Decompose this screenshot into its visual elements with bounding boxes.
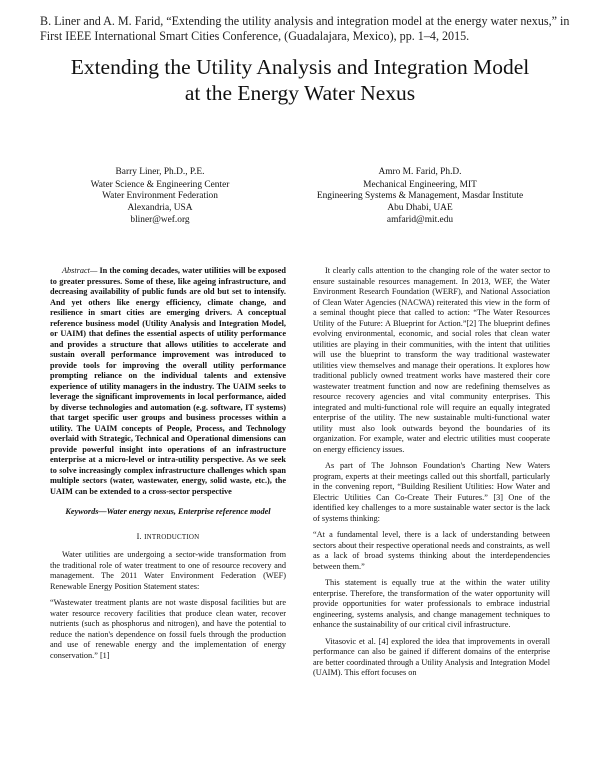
citation-header: B. Liner and A. M. Farid, “Extending the utility analysis and integration model at the energy water nexus,” in First IEEE International Smart Cities Conference, (Guadalajara, Mexico), pp. 1–4, 2015. [40, 14, 570, 43]
section-heading-introduction [50, 532, 286, 543]
author-block-2 [290, 167, 550, 227]
body-quote: “At a fundamental level, there is a lack of understanding between sectors about their respective operational needs and constraints, as well as a lack of broad systems thinking about the interdependencies between them.” [313, 530, 550, 571]
author-email: bliner@wef.org [130, 214, 190, 225]
title-line-2: at the Energy Water Nexus [184, 81, 416, 105]
body-paragraph-4: Vitasovic et al. [4] explored the idea that improvements in overall performance can also be gained if different domains of the enterprise are better coordinated through a Utility Analysis and Integration Model (UAIM). This effort focuses on [313, 636, 550, 677]
author-org: Engineering Systems & Management, Masdar Institute [316, 191, 524, 202]
left-column [50, 266, 286, 667]
author-block-1 [60, 167, 260, 227]
abstract-label: Abstract— [62, 266, 98, 275]
section-number: I. [136, 531, 145, 541]
author-dept: Mechanical Engineering, MIT [363, 179, 477, 190]
keywords: Keywords—Water energy nexus, Enterprise reference model [65, 507, 271, 516]
intro-paragraph-1: Water utilities are undergoing a sector-wide transformation from the traditional role of water treatment to one of resource recovery and management. The 2011 Water Environment Federation (WEF) Renewable Energy Position Statement states: [50, 550, 286, 591]
author-email: amfarid@mit.edu [386, 214, 454, 225]
paper-title [20, 54, 580, 106]
author-dept: Water Science & Engineering Center [90, 179, 230, 190]
abstract-text: In the coming decades, water utilities will be exposed to greater pressures. Some of these, like ageing infrastructure, and decreasing availability of public funds are old but set to intensify. And yet others like energy efficiency, climate change, and resilience in smart cities are emerging drivers. A conceptual reference business model (Utility Analysis and Integration Model, or UAIM) that defines the essential aspects of utility performance and provides a structure that allows utilities to accelerate and sustain overall performance improvement was introduced to provide tools for improving the overall utility performance prompting reliance on the individual talents and extensive experience of utility managers in the industry. The UAIM seeks to leverage the significant improvements in local performance, aided by diverse technologies and automation (e.g. software, IT systems) that target specific user groups and business processes within a utility. The UAIM concepts of People, Process, and Technology overlaid with Strategic, Technical and Operational dimensions can provide powerful insight into operations of an infrastructure enterprise at a micro-level or intra-utility perspective. As we seek to solve increasingly complex infrastructure challenges which span multiple sectors (water, wastewater, energy, solid waste, etc.), the UAIM can be extended to a cross-sector perspective [50, 266, 286, 496]
author-name: Amro M. Farid, Ph.D. [378, 167, 462, 177]
body-paragraph-2: As part of The Johnson Foundation's Charting New Waters program, experts at their meetings called out this shortfall, particularly in the convening report, “Building Resilient Utilities: How Water and Electric Utilities Can Co-Create Their Futures.” [3] One of the identified key challenges to a more sustainable water sector is the lack of systems thinking: [313, 461, 550, 523]
author-name: Barry Liner, Ph.D., P.E. [115, 167, 205, 177]
author-org: Water Environment Federation [102, 191, 218, 202]
author-location: Abu Dhabi, UAE [387, 203, 453, 214]
author-location: Alexandria, USA [127, 203, 193, 214]
intro-quote-1: “Wastewater treatment plants are not waste disposal facilities but are water resource recovery facilities that produce clean water, recover nutrients (such as phosphorus and nitrogen), and have the potential to reduce the nation's dependence on fossil fuels through the production and use of renewable energy and the implementation of energy conservation.” [1] [50, 598, 286, 660]
body-paragraph-1: It clearly calls attention to the changing role of the water sector to ensure sustainable resources management. In 2013, WEF, the Water Environment Research Foundation (WERF), and National Association of Clean Water Agencies (NACWA) reiterated this view in the form of a seminal thought piece that called to action: “The Water Resources Utility of the Future: A Blueprint for Action.”[2] The blueprint defines evolving environmental, economic, and social roles that clean water utilities are playing in their communities, with the intent that utilities will use the blueprint to transform the way traditional wastewater utilities view themselves and manage their operations. It explores how traditional publicly owned treatment works have mastered their core wastewater treatment function and now are redefining themselves as resource recovery agencies and vital community enterprises. This integrated and multi-functional role will require an equally integrated enterprise of the utility. The new sustainable multi-functional water utility must also look outwards beyond the boundaries of its organization. For example, water and electric utilities must cooperate on energy efficiency issues. [313, 266, 550, 454]
section-title: INTRODUCTION [144, 532, 200, 541]
right-column [313, 266, 550, 685]
abstract [50, 266, 286, 497]
body-paragraph-3: This statement is equally true at the within the water utility enterprise. Therefore, the transformation of the water opportunity will provide opportunities for water professionals to embrace industrial engineering, systems analysis, and change management techniques to enhance the sustainability of our critical civil infrastructure. [313, 578, 550, 629]
title-line-1: Extending the Utility Analysis and Integration Model [70, 55, 530, 79]
